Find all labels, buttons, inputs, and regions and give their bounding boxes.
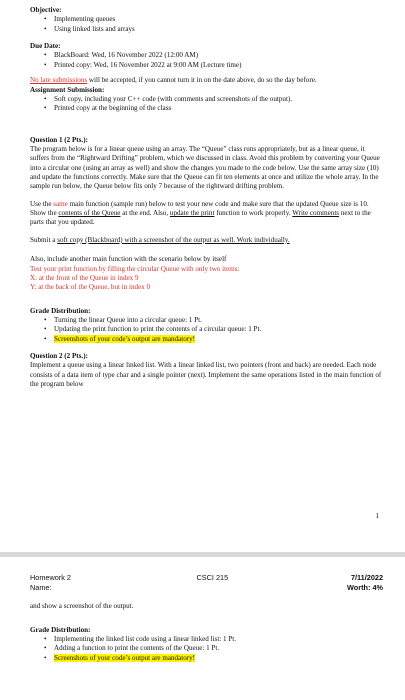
grade-distribution-list-2 [30,635,383,663]
due-date-heading: Due Date: [30,42,61,51]
list-item: • Turning the linear Queue into a circular queue: 1 Pt. [54,316,383,325]
due-date-list [30,51,383,70]
question-1-instructions: Use the same main function (sample run) below to test your new code and make sure that the updated Queue size is 10. Show the contents of the Queue at the end. Also, update the print function to work properly. Write comments next to the parts that you updated. [30,199,371,227]
page-header [30,573,383,592]
list-item [54,335,383,344]
list-item: • Implementing queues [54,15,383,24]
list-item: • Updating the print function to print the contents of a circular queue: 1 Pt. [54,325,383,334]
name-label: Name: [30,582,52,592]
highlighted-note: Screenshots of your code’s output are mandatory! [54,334,196,343]
highlighted-note: Screenshots of your code’s output are mandatory! [54,653,196,662]
assignment-heading: Assignment Submission: [30,85,105,94]
late-policy-link[interactable]: No late submissions [30,76,88,85]
grade-distribution-list [30,316,383,344]
scenario-line: Y: at the back of the Queue, but in index 0 [30,283,151,292]
list-item: • Printed copy: Wed, 16 November 2022 at 9:00 AM (Lecture time) [54,61,383,70]
page-number: 1 [375,512,379,520]
question-1-heading: Question 1 (2 Pts.): [30,135,88,144]
question-2-paragraph: Implement a queue using a linear linked list. With a linear linked list, two pointers (front and back) are needed. Each node consists of a data item of type char and a single pointer (next). Implement the same operations listed in the main function of the program below [30,361,382,389]
also-include: Also, include another main function with the scenario below by itself [30,255,227,264]
scenario-line: Test your print function by filling the circular Queue with only two items: [30,264,240,273]
course-code: CSCI 215 [196,573,229,582]
list-item [54,654,383,663]
grade-distribution-heading-2: Grade Distribution: [30,625,91,634]
objective-heading: Objective: [30,6,62,14]
list-item: • Adding a function to print the contents of the Queue: 1 Pt. [54,644,383,653]
worth-label: Worth: 4% [347,582,383,592]
grade-distribution-heading: Grade Distribution: [30,306,91,315]
list-item: • Printed copy at the beginning of the class [54,104,383,113]
question-2-heading: Question 2 (2 Pts.): [30,352,88,361]
list-item: • Using linked lists and arrays [54,25,383,34]
header-date: 7/11/2022 [350,573,383,582]
submit-instructions: Submit a soft copy (Blackboard) with a screenshot of the output as well. Work individually. [30,235,290,244]
question-1-paragraph: The program below is for a linear queue using an array. The “Queue” class runs appropriately, but as a linear queue, it suffers from the “Rightward Drifting” problem, which we discussed in class. Avoid this problem by converting your Queue into a circular one (using an array as well) and show the changes you made to the code below. Use the same array size (10) and update the functions correctly. Make sure that the Queue can fit ten elements at once and utilize the whole array. In the sample run below, the Queue below fits only 7 because of the rightward drifting problem. [30,144,380,191]
list-item: • BlackBoard: Wed, 16 November 2022 (12:00 AM) [54,51,383,60]
scenario-line: X: at the front of the Queue in index 9 [30,273,139,282]
assignment-list [30,95,383,114]
show-screenshot-line: and show a screenshot of the output. [30,602,134,611]
objective-list [30,15,383,34]
list-item: • Implementing the linked list code using a linear linked list: 1 Pt. [54,635,383,644]
homework-title: Homework 2 [30,573,71,582]
list-item: • Soft copy, including your C++ code (with comments and screenshots of the output). [54,95,383,104]
late-policy: No late submissions will be accepted, if you cannot turn it in on the date above, do so the day before. [30,76,317,85]
document-page-2 [0,557,405,700]
